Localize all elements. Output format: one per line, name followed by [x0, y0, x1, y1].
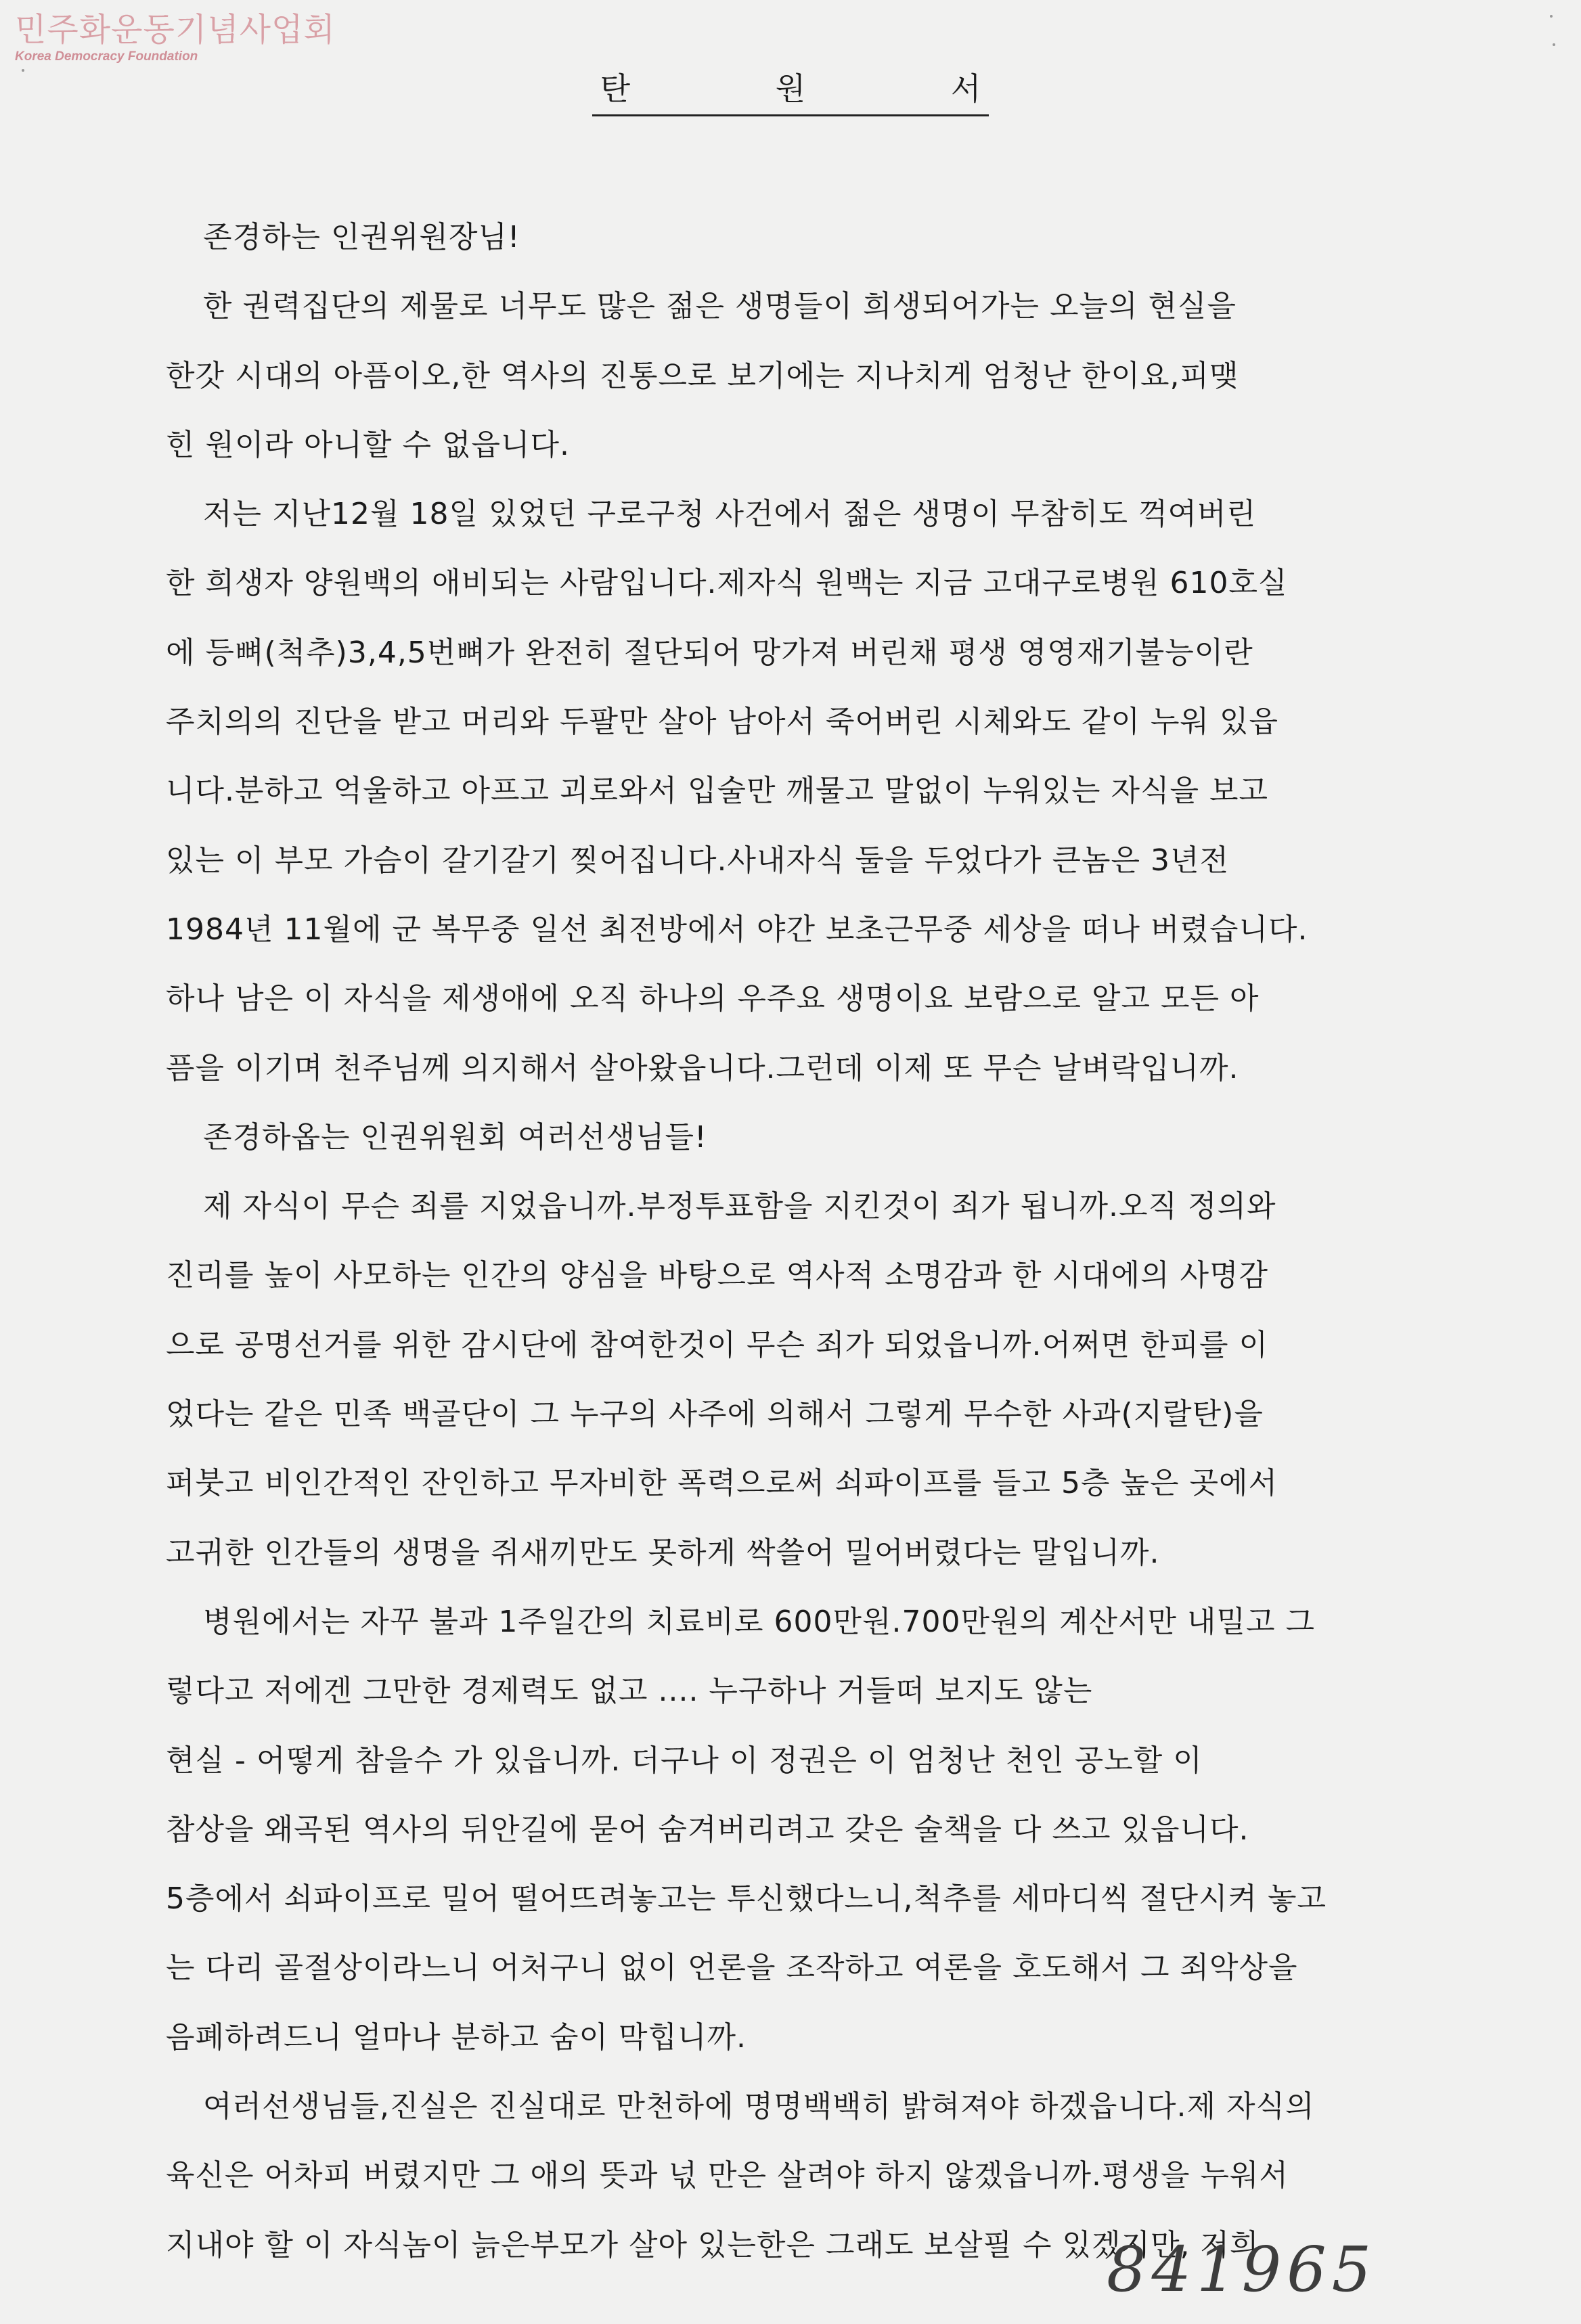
- archive-number: 841965: [1107, 2233, 1377, 2306]
- text-line: 제 자식이 무슨 죄를 지었읍니까.부정투표함을 지킨것이 죄가 됩니까.오직 정의와: [203, 1189, 1276, 1224]
- text-line: 힌 원이라 아니할 수 없읍니다.: [166, 427, 570, 462]
- document-title: 탄 원 서: [592, 64, 989, 116]
- scan-speck: [22, 69, 24, 72]
- text-line: 참상을 왜곡된 역사의 뒤안길에 묻어 숨겨버리려고 갖은 술책을 다 쓰고 있읍니다.: [166, 1812, 1249, 1847]
- text-line: 한 권력집단의 제물로 너무도 많은 젊은 생명들이 희생되어가는 오늘의 현실을: [203, 289, 1237, 324]
- text-line: 하나 남은 이 자식을 제생애에 오직 하나의 우주요 생명이요 보람으로 알고 모든 아: [166, 981, 1260, 1016]
- text-line: 현실 - 어떻게 참을수 가 있읍니까. 더구나 이 정권은 이 엄청난 천인 공노할 이: [166, 1743, 1203, 1778]
- text-line: 고귀한 인간들의 생명을 쥐새끼만도 못하게 싹쓸어 밀어버렸다는 말입니까.: [166, 1535, 1160, 1570]
- text-line: 한 희생자 양원백의 애비되는 사람입니다.제자식 원백는 지금 고대구로병원 610호실: [166, 566, 1288, 601]
- text-line: 존경하옵는 인권위원회 여러선생님들!: [203, 1119, 707, 1155]
- text-line: 지내야 할 이 자식놈이 늙은부모가 살아 있는한은 그래도 보살필 수 있겠지만, 저희: [166, 2227, 1260, 2262]
- watermark-korean: 민주화운동기념사업회: [15, 11, 336, 49]
- text-line: 픔을 이기며 천주님께 의지해서 살아왔읍니다.그런데 이제 또 무슨 날벼락입니까.: [166, 1050, 1239, 1086]
- text-line: 한갓 시대의 아픔이오,한 역사의 진통으로 보기에는 지나치게 엄청난 한이요,피맺: [166, 358, 1239, 393]
- text-line: 존경하는 인권위원장님!: [203, 220, 520, 254]
- text-line: 병원에서는 자꾸 불과 1주일간의 치료비로 600만원.700만원의 계산서만 내밀고 그: [203, 1604, 1315, 1639]
- scan-speck: [1550, 15, 1553, 18]
- document-title-block: [0, 64, 1581, 116]
- text-line: 5층에서 쇠파이프로 밀어 떨어뜨려놓고는 투신했다느니,척추를 세마디씩 절단시켜 놓고: [166, 1881, 1327, 1917]
- scan-speck: [1553, 43, 1555, 46]
- text-line: 음폐하려드니 얼마나 분하고 숨이 막힙니까.: [166, 2019, 747, 2055]
- petition-body: [166, 203, 1492, 2280]
- text-line: 여러선생님들,진실은 진실대로 만천하에 명명백백히 밝혀져야 하겠읍니다.제 자식의: [203, 2089, 1315, 2124]
- text-line: 진리를 높이 사모하는 인간의 양심을 바탕으로 역사적 소명감과 한 시대에의 사명감: [166, 1258, 1268, 1293]
- text-line: 저는 지난12월 18일 있었던 구로구청 사건에서 젊은 생명이 무참히도 꺽여버린: [203, 497, 1256, 532]
- text-line: 는 다리 골절상이라느니 어처구니 없이 언론을 조작하고 여론을 호도해서 그 죄악상을: [166, 1950, 1298, 1986]
- text-line: 주치의의 진단을 받고 머리와 두팔만 살아 남아서 죽어버린 시체와도 같이 누워 있읍: [166, 705, 1278, 740]
- text-line: 1984년 11월에 군 복무중 일선 최전방에서 야간 보초근무중 세상을 떠나 버렸습니다.: [166, 912, 1308, 947]
- text-line: 퍼붓고 비인간적인 잔인하고 무자비한 폭력으로써 쇠파이프를 들고 5층 높은 곳에서: [166, 1466, 1278, 1501]
- text-line: 있는 이 부모 가슴이 갈기갈기 찢어집니다.사내자식 둘을 두었다가 큰놈은 3년전: [166, 843, 1229, 878]
- watermark-english: Korea Democracy Foundation: [15, 49, 198, 64]
- text-line: 렇다고 저에겐 그만한 경제력도 없고 .... 누구하나 거들떠 보지도 않는: [166, 1674, 1093, 1709]
- text-line: 육신은 어차피 버렸지만 그 애의 뜻과 넋 만은 살려야 하지 않겠읍니까.평생을 누워서: [166, 2158, 1289, 2193]
- text-line: 니다.분하고 억울하고 아프고 괴로와서 입술만 깨물고 말없이 누워있는 자식을 보고: [166, 774, 1268, 809]
- watermark-logo: [15, 11, 336, 64]
- text-line: 었다는 같은 민족 백골단이 그 누구의 사주에 의해서 그렇게 무수한 사과(지랄탄)을: [166, 1397, 1264, 1432]
- text-line: 으로 공명선거를 위한 감시단에 참여한것이 무슨 죄가 되었읍니까.어쩌면 한피를 이: [166, 1327, 1268, 1362]
- text-line: 에 등뼈(척추)3,4,5번뼈가 완전히 절단되어 망가져 버린채 평생 영영재기불능이란: [166, 635, 1253, 670]
